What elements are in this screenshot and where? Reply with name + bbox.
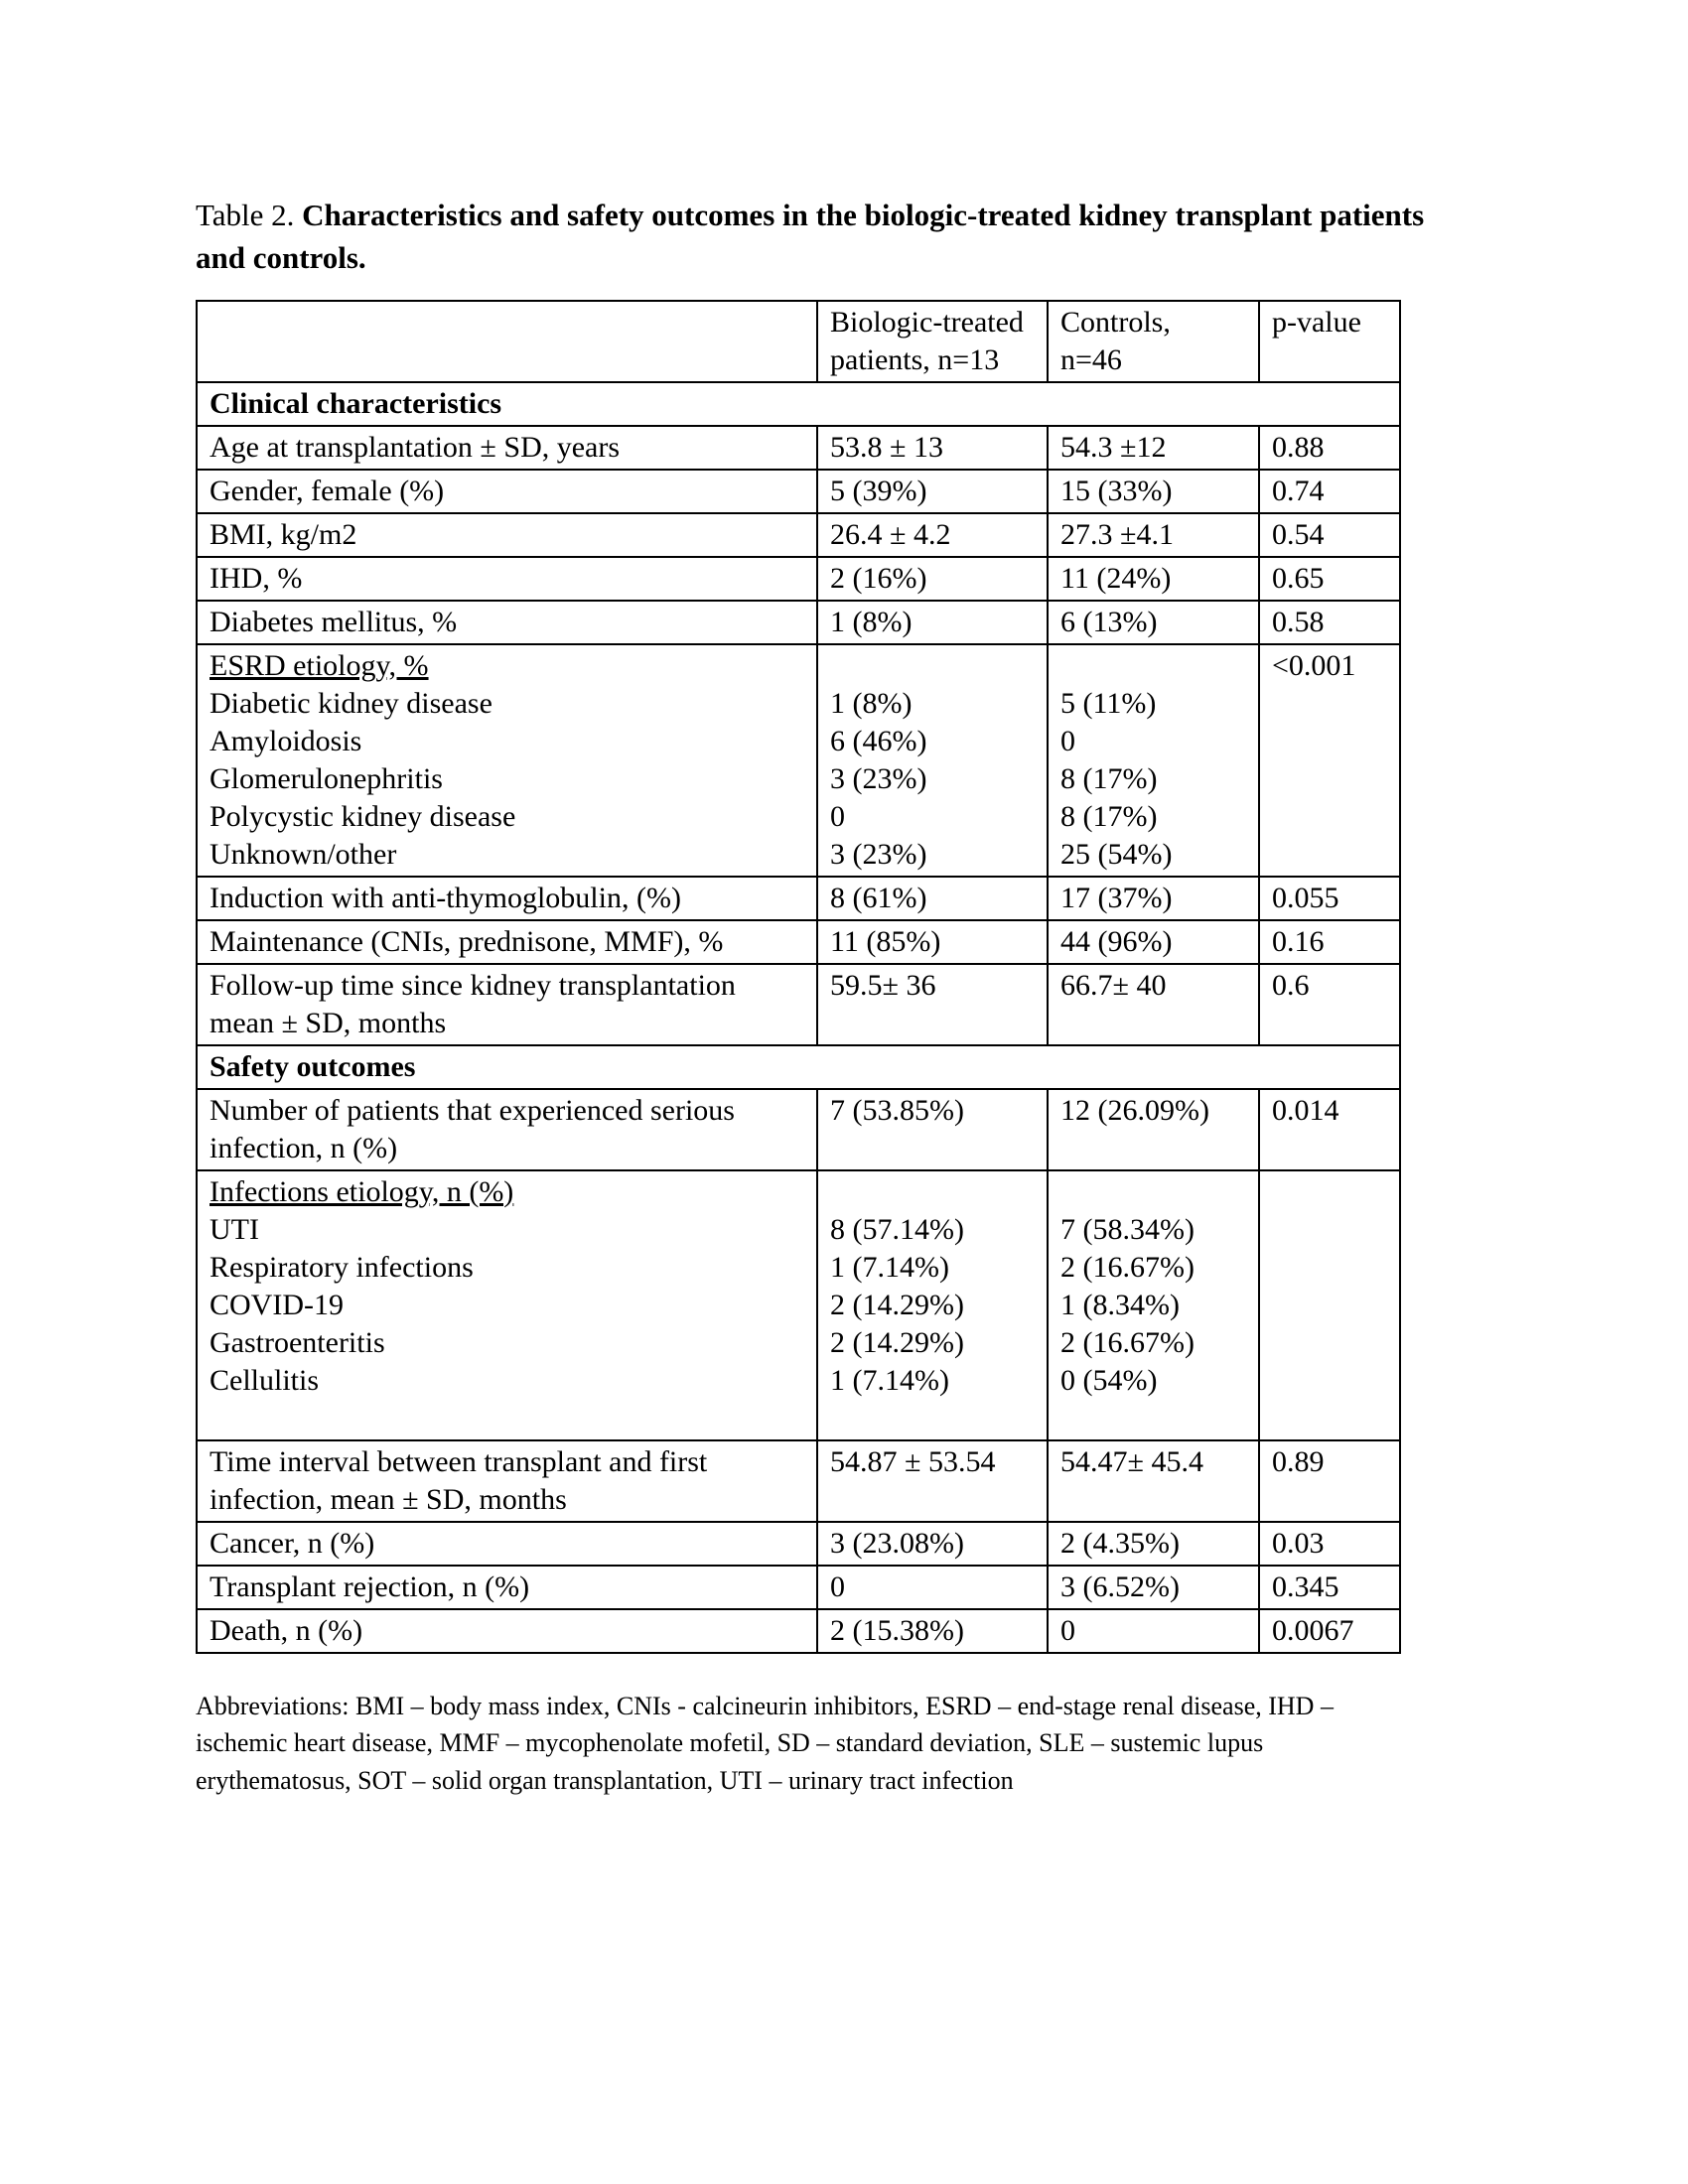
group-label-line: COVID-19	[210, 1288, 344, 1321]
p-value-cell: 0.014	[1259, 1089, 1400, 1170]
group-value-line: 2 (14.29%)	[830, 1325, 964, 1359]
value-cell-biologic: 7 (53.85%)	[817, 1089, 1048, 1170]
section-row	[197, 1045, 1400, 1089]
table-row	[197, 877, 1400, 920]
table-caption	[196, 195, 1477, 280]
group-value-cell	[817, 1170, 1048, 1440]
p-value-cell: 0.54	[1259, 513, 1400, 557]
table-caption-prefix: Table 2.	[196, 198, 303, 232]
group-value-line	[830, 1173, 1035, 1211]
p-value-cell: 0.58	[1259, 601, 1400, 644]
value-cell-controls: 11 (24%)	[1048, 557, 1259, 601]
group-label-line: Respiratory infections	[210, 1250, 474, 1284]
value-cell-controls: 3 (6.52%)	[1048, 1566, 1259, 1609]
value-cell-biologic: 5 (39%)	[817, 470, 1048, 513]
p-value-cell: 0.16	[1259, 920, 1400, 964]
group-value-line: 0 (54%)	[1060, 1363, 1158, 1397]
row-label-cell: Maintenance (CNIs, prednisone, MMF), %	[197, 920, 817, 964]
value-cell-controls: 44 (96%)	[1048, 920, 1259, 964]
group-value-line	[830, 647, 1035, 685]
value-cell-biologic: 1 (8%)	[817, 601, 1048, 644]
value-cell-biologic: 26.4 ± 4.2	[817, 513, 1048, 557]
document-page	[196, 195, 1486, 1800]
value-cell-biologic: 54.87 ± 53.54	[817, 1440, 1048, 1522]
abbreviations-note: Abbreviations: BMI – body mass index, CNIs - calcineurin inhibitors, ESRD – end-stage renal disease, IHD – ischemic heart disease, MMF – mycophenolate mofetil, SD – standard deviation, SLE – sustemic lupus erythematosus, SOT – solid organ transplantation, UTI – urinary tract infection	[196, 1691, 1334, 1795]
group-value-cell	[817, 644, 1048, 877]
group-value-line: 1 (8%)	[830, 686, 913, 720]
value-cell-biologic: 2 (16%)	[817, 557, 1048, 601]
header-cell	[197, 301, 817, 382]
value-cell-controls: 27.3 ±4.1	[1048, 513, 1259, 557]
group-value-line	[1060, 1173, 1246, 1211]
header-line: patients, n=13	[830, 342, 1000, 376]
value-cell-biologic: 2 (15.38%)	[817, 1609, 1048, 1653]
header-cell	[1048, 301, 1259, 382]
group-value-line: 8 (17%)	[1060, 799, 1158, 833]
section-label: Clinical characteristics	[197, 382, 1400, 426]
table-row	[197, 1440, 1400, 1522]
table-row	[197, 964, 1400, 1045]
group-label-cell	[197, 644, 817, 877]
header-row	[197, 301, 1400, 382]
table-row	[197, 513, 1400, 557]
group-value-line: 8 (57.14%)	[830, 1212, 964, 1246]
table-row	[197, 1566, 1400, 1609]
row-label-cell: Age at transplantation ± SD, years	[197, 426, 817, 470]
group-value-line: 1 (8.34%)	[1060, 1288, 1180, 1321]
value-cell-controls: 12 (26.09%)	[1048, 1089, 1259, 1170]
header-line: p-value	[1272, 305, 1361, 339]
value-cell-controls: 66.7± 40	[1048, 964, 1259, 1045]
group-value-line: 1 (7.14%)	[830, 1363, 949, 1397]
group-value-line: 8 (17%)	[1060, 761, 1158, 795]
group-label-cell	[197, 1170, 817, 1440]
characteristics-table	[196, 300, 1401, 1654]
p-value-cell: 0.03	[1259, 1522, 1400, 1566]
group-value-line: 7 (58.34%)	[1060, 1212, 1195, 1246]
group-label-line: UTI	[210, 1212, 259, 1246]
group-value-line: 0	[1060, 724, 1075, 757]
table-caption-title: Characteristics and safety outcomes in the biologic-treated kidney transplant patients and controls.	[196, 198, 1425, 275]
table-row	[197, 1609, 1400, 1653]
row-label-cell: Diabetes mellitus, %	[197, 601, 817, 644]
group-label-line	[210, 1400, 804, 1437]
group-label-line: Cellulitis	[210, 1363, 320, 1397]
group-label-line: Polycystic kidney disease	[210, 799, 516, 833]
table-body	[197, 382, 1400, 1653]
group-label-line: Gastroenteritis	[210, 1325, 385, 1359]
table-row	[197, 601, 1400, 644]
value-cell-controls: 54.47± 45.4	[1048, 1440, 1259, 1522]
table-row	[197, 1522, 1400, 1566]
value-cell-controls: 54.3 ±12	[1048, 426, 1259, 470]
value-cell-biologic: 11 (85%)	[817, 920, 1048, 964]
group-label-line: Unknown/other	[210, 837, 397, 871]
group-value-line	[1060, 647, 1246, 685]
group-value-line: 2 (14.29%)	[830, 1288, 964, 1321]
p-value-cell: 0.88	[1259, 426, 1400, 470]
table-row	[197, 426, 1400, 470]
row-label-cell: Follow-up time since kidney transplantation mean ± SD, months	[197, 964, 817, 1045]
group-label-line: ESRD etiology, %	[210, 648, 429, 682]
group-value-line: 0	[830, 799, 845, 833]
p-value-cell: 0.74	[1259, 470, 1400, 513]
header-line: Controls,	[1060, 305, 1171, 339]
group-value-line: 25 (54%)	[1060, 837, 1173, 871]
row-label-cell: Induction with anti-thymoglobulin, (%)	[197, 877, 817, 920]
group-value-line: 1 (7.14%)	[830, 1250, 949, 1284]
p-value-cell: 0.0067	[1259, 1609, 1400, 1653]
group-value-line	[830, 1400, 1035, 1437]
row-label-cell: Time interval between transplant and first infection, mean ± SD, months	[197, 1440, 817, 1522]
value-cell-biologic: 3 (23.08%)	[817, 1522, 1048, 1566]
header-cell	[1259, 301, 1400, 382]
value-cell-controls: 2 (4.35%)	[1048, 1522, 1259, 1566]
value-cell-controls: 17 (37%)	[1048, 877, 1259, 920]
row-label-cell: Gender, female (%)	[197, 470, 817, 513]
group-value-line: 6 (46%)	[830, 724, 927, 757]
header-line: Biologic-treated	[830, 305, 1024, 339]
value-cell-biologic: 0	[817, 1566, 1048, 1609]
p-value-cell	[1259, 1170, 1400, 1440]
group-label-line: Diabetic kidney disease	[210, 686, 492, 720]
row-label-cell: Cancer, n (%)	[197, 1522, 817, 1566]
row-label-cell: Transplant rejection, n (%)	[197, 1566, 817, 1609]
section-label: Safety outcomes	[197, 1045, 1400, 1089]
row-label-cell: Death, n (%)	[197, 1609, 817, 1653]
value-cell-biologic: 59.5± 36	[817, 964, 1048, 1045]
table-row	[197, 557, 1400, 601]
header-cell	[817, 301, 1048, 382]
group-label-line: Infections etiology, n (%)	[210, 1174, 514, 1208]
group-label-line: Glomerulonephritis	[210, 761, 443, 795]
group-value-line	[1060, 1400, 1246, 1437]
row-label-cell: IHD, %	[197, 557, 817, 601]
p-value-cell: 0.6	[1259, 964, 1400, 1045]
group-value-line: 2 (16.67%)	[1060, 1250, 1195, 1284]
header-line: n=46	[1060, 342, 1122, 376]
table-row	[197, 470, 1400, 513]
row-label-cell: BMI, kg/m2	[197, 513, 817, 557]
p-value-cell: 0.65	[1259, 557, 1400, 601]
group-value-cell	[1048, 1170, 1259, 1440]
p-value-cell: <0.001	[1259, 644, 1400, 877]
value-cell-controls: 15 (33%)	[1048, 470, 1259, 513]
value-cell-controls: 6 (13%)	[1048, 601, 1259, 644]
group-value-line: 2 (16.67%)	[1060, 1325, 1195, 1359]
group-value-cell	[1048, 644, 1259, 877]
group-value-line: 3 (23%)	[830, 761, 927, 795]
value-cell-biologic: 53.8 ± 13	[817, 426, 1048, 470]
p-value-cell: 0.055	[1259, 877, 1400, 920]
row-label-cell: Number of patients that experienced serious infection, n (%)	[197, 1089, 817, 1170]
value-cell-biologic: 8 (61%)	[817, 877, 1048, 920]
table-row	[197, 920, 1400, 964]
table-row	[197, 644, 1400, 877]
p-value-cell: 0.345	[1259, 1566, 1400, 1609]
p-value-cell: 0.89	[1259, 1440, 1400, 1522]
value-cell-controls: 0	[1048, 1609, 1259, 1653]
group-value-line: 5 (11%)	[1060, 686, 1157, 720]
table-header	[197, 301, 1400, 382]
table-row	[197, 1089, 1400, 1170]
header-line	[210, 304, 804, 341]
group-label-line: Amyloidosis	[210, 724, 362, 757]
table-row	[197, 1170, 1400, 1440]
section-row	[197, 382, 1400, 426]
group-value-line: 3 (23%)	[830, 837, 927, 871]
